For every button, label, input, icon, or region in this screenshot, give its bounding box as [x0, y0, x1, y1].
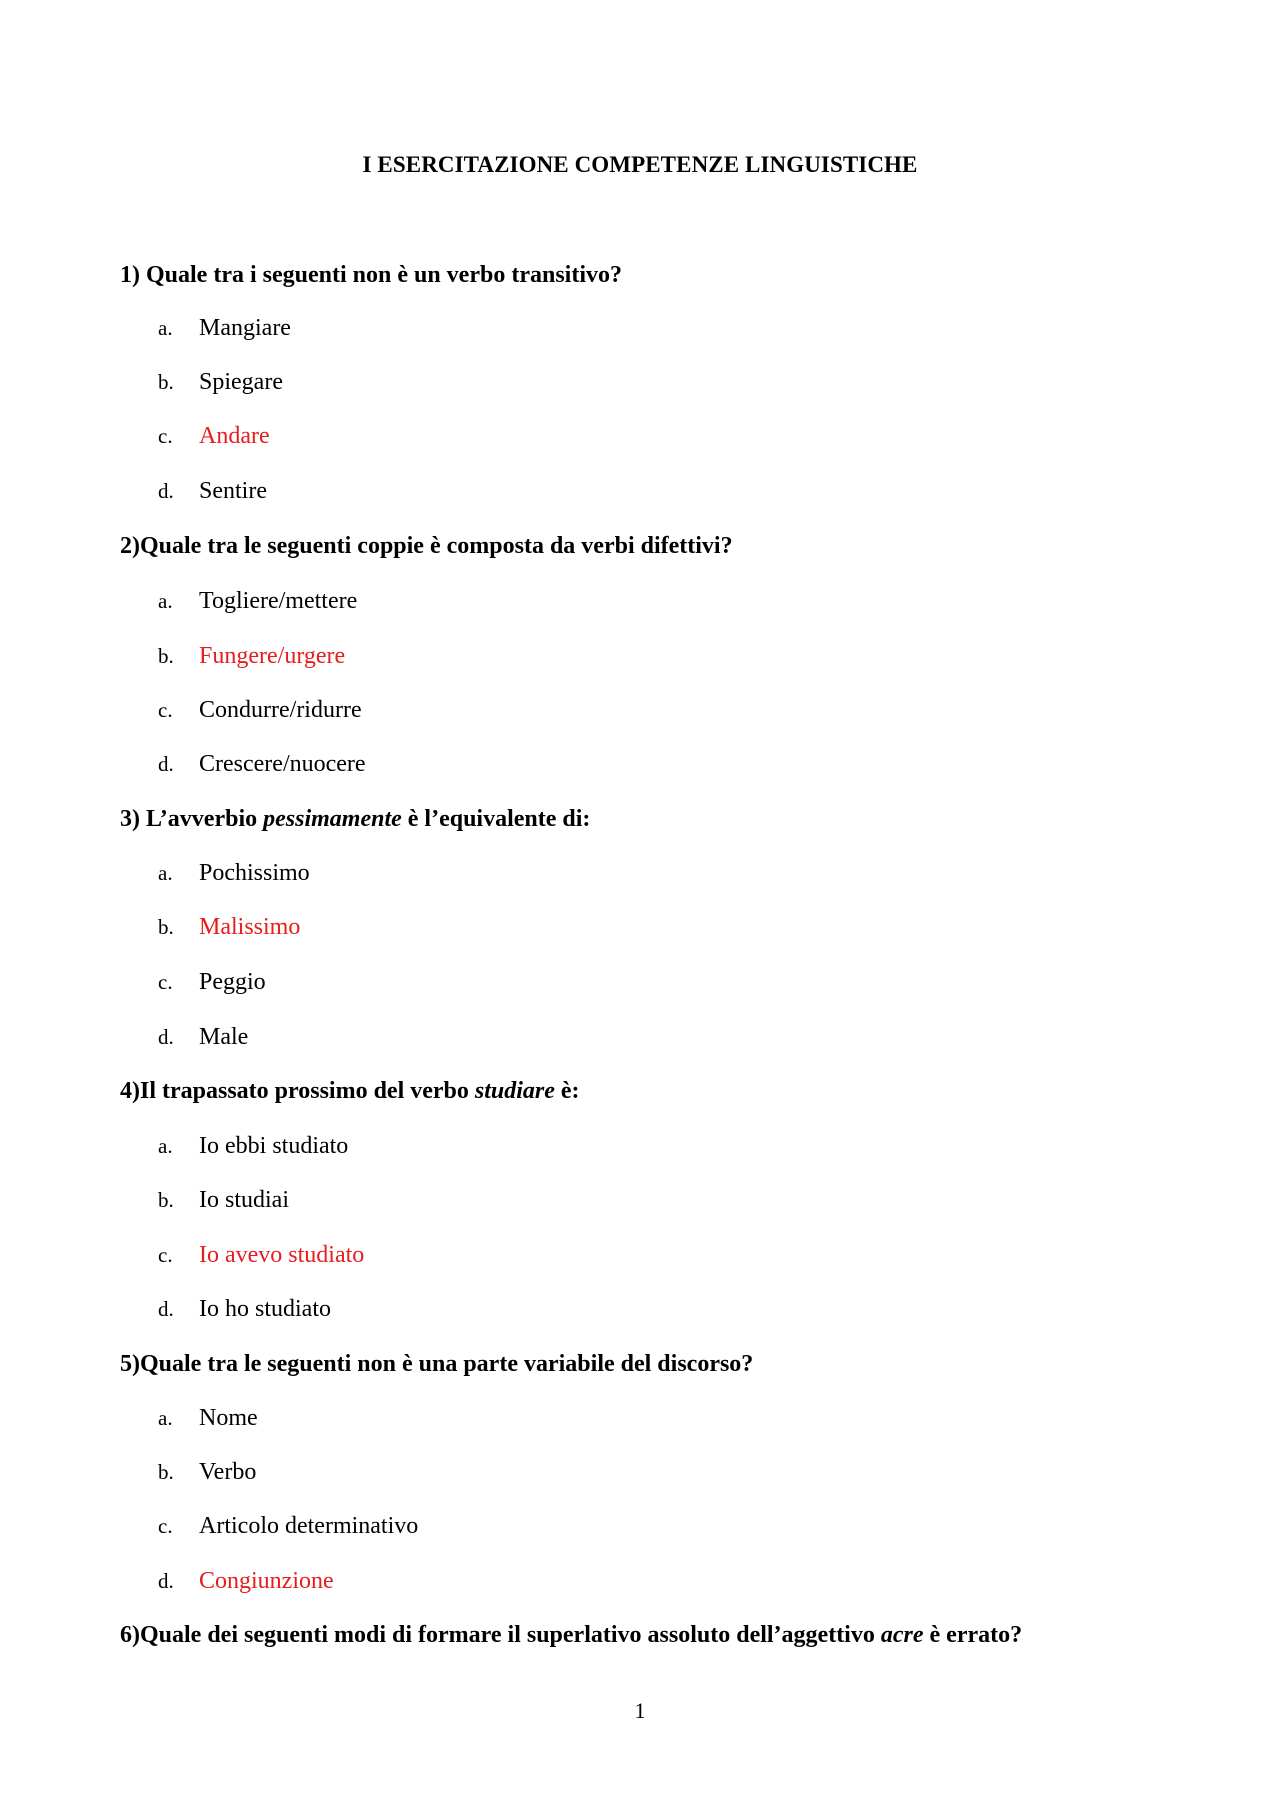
option-text: Congiunzione: [199, 1568, 334, 1594]
option-text: Io ho studiato: [199, 1296, 331, 1322]
question-italic-term: studiare: [474, 1078, 555, 1104]
option-text: Malissimo: [199, 914, 301, 940]
option-2d: [158, 751, 366, 778]
option-1c-correct: [158, 423, 270, 450]
option-text: Crescere/nuocere: [199, 751, 366, 777]
option-5b: [158, 1459, 256, 1486]
option-letter: b.: [158, 644, 174, 668]
option-text: Nome: [199, 1405, 258, 1431]
option-text: Pochissimo: [199, 860, 310, 886]
option-5c: [158, 1513, 418, 1540]
option-text: Condurre/ridurre: [199, 697, 362, 723]
option-letter: b.: [158, 370, 174, 394]
option-letter: b.: [158, 1460, 174, 1484]
question-4: [120, 1078, 580, 1105]
option-text: Andare: [199, 423, 270, 449]
option-5a: [158, 1405, 258, 1432]
option-text: Sentire: [199, 478, 267, 504]
page-number: 1: [634, 1698, 646, 1723]
option-letter: c.: [158, 970, 173, 994]
option-letter: c.: [158, 424, 173, 448]
question-1: 1) Quale tra i seguenti non è un verbo transitivo?: [120, 262, 622, 288]
question-text: 4)Il trapassato prossimo del verbo: [120, 1078, 475, 1104]
option-letter: a.: [158, 1406, 173, 1430]
option-letter: d.: [158, 1297, 174, 1321]
document-title: I ESERCITAZIONE COMPETENZE LINGUISTICHE: [362, 152, 918, 177]
option-2b-correct: [158, 643, 345, 670]
option-letter: a.: [158, 861, 173, 885]
option-letter: a.: [158, 1134, 173, 1158]
option-4a: [158, 1133, 348, 1160]
question-italic-term: acre: [880, 1622, 924, 1648]
option-5d-correct: [158, 1568, 334, 1595]
question-3: [120, 806, 590, 833]
question-6: [120, 1622, 1022, 1649]
option-text: Togliere/mettere: [199, 588, 358, 614]
option-text: Verbo: [199, 1459, 257, 1485]
option-3d: [158, 1024, 248, 1051]
option-text: Spiegare: [199, 369, 283, 395]
option-text: Io avevo studiato: [199, 1242, 365, 1268]
question-text: è errato?: [923, 1622, 1023, 1648]
question-text: 3) L’avverbio: [120, 806, 264, 832]
option-2a: [158, 588, 357, 615]
option-text: Io studiai: [199, 1187, 289, 1213]
option-3c: [158, 969, 266, 996]
option-letter: d.: [158, 479, 174, 503]
option-3b-correct: [158, 914, 300, 941]
option-letter: d.: [158, 1569, 174, 1593]
option-4c-correct: [158, 1242, 364, 1269]
option-letter: b.: [158, 1188, 174, 1212]
option-letter: c.: [158, 1243, 173, 1267]
option-text: Articolo determinativo: [199, 1513, 419, 1539]
option-letter: d.: [158, 1025, 174, 1049]
option-2c: [158, 697, 362, 724]
option-letter: c.: [158, 698, 173, 722]
question-italic-term: pessimamente: [263, 806, 402, 832]
option-letter: a.: [158, 589, 173, 613]
option-1b: [158, 369, 283, 396]
option-letter: c.: [158, 1514, 173, 1538]
option-3a: [158, 860, 310, 887]
option-4d: [158, 1296, 331, 1323]
option-text: Male: [199, 1024, 249, 1050]
option-text: Peggio: [199, 969, 266, 995]
option-letter: b.: [158, 915, 174, 939]
option-1a: [158, 315, 291, 342]
option-text: Fungere/urgere: [199, 643, 346, 669]
option-text: Io ebbi studiato: [199, 1133, 349, 1159]
question-2: 2)Quale tra le seguenti coppie è composta da verbi difettivi?: [120, 533, 733, 559]
option-letter: d.: [158, 752, 174, 776]
question-text: è:: [554, 1078, 580, 1104]
option-text: Mangiare: [199, 315, 291, 341]
option-letter: a.: [158, 316, 173, 340]
question-text: è l’equivalente di:: [401, 806, 591, 832]
option-1d: [158, 478, 267, 505]
question-5: 5)Quale tra le seguenti non è una parte variabile del discorso?: [120, 1351, 754, 1377]
question-text: 6)Quale dei seguenti modi di formare il superlativo assoluto dell’aggettivo: [120, 1622, 881, 1648]
option-4b: [158, 1187, 289, 1214]
